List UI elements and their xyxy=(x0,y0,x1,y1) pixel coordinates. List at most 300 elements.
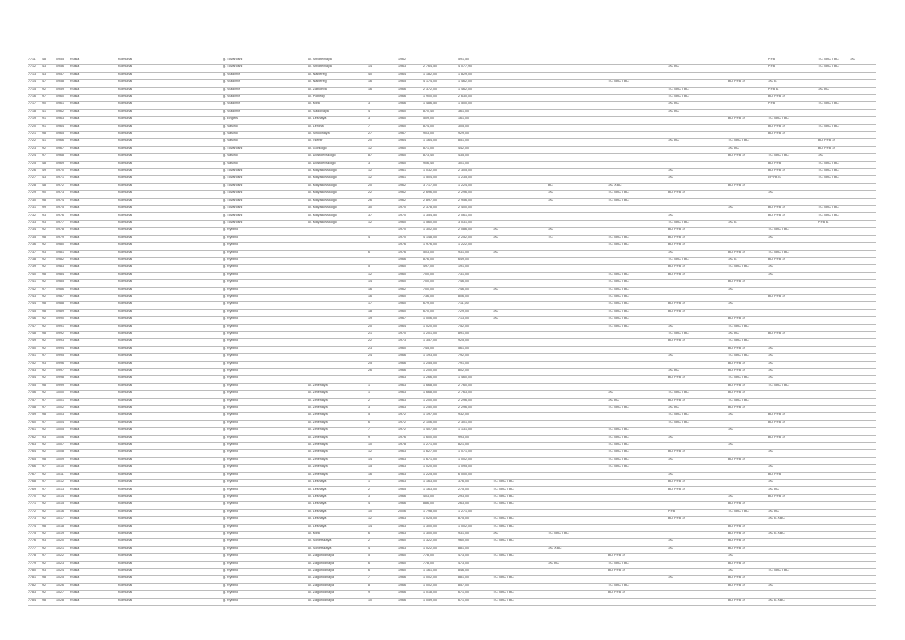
table-cell: 0961 xyxy=(56,102,64,106)
table-cell: 1960 xyxy=(398,265,406,269)
table-cell: 792,00 xyxy=(458,354,469,358)
table-cell: Komunal xyxy=(118,287,133,291)
table-cell: ЭС xyxy=(768,465,774,469)
table-cell: 7724 xyxy=(28,154,36,158)
table-cell: 92 xyxy=(42,561,46,565)
table-cell: ТС ХВС ГВС xyxy=(768,250,789,254)
table-cell: Rusia xyxy=(70,435,80,439)
table-cell: ТС ХВС ГВС xyxy=(818,102,839,106)
table-cell: g. Rybino xyxy=(223,465,239,469)
table-cell: 746,00 xyxy=(458,287,469,291)
table-cell: ЭС xyxy=(668,576,674,580)
table-cell: 0981 xyxy=(56,250,64,254)
table-cell: Komunal xyxy=(118,302,133,306)
table-cell: Komunal xyxy=(118,206,133,210)
table-cell: 4 xyxy=(368,546,370,550)
table-cell: ТС ХВС ГВС xyxy=(608,561,629,565)
table-cell: Rusia xyxy=(70,317,80,321)
table-cell: g. Vasino xyxy=(223,139,238,143)
table-cell: 1 302,00 xyxy=(423,228,437,232)
table-cell: 16 xyxy=(368,80,372,84)
table-cell: 7743 xyxy=(28,294,36,298)
table-cell: ВО РУВ Э xyxy=(608,591,625,595)
table-cell: Komunal xyxy=(118,369,133,373)
table-cell: 1020 xyxy=(56,539,64,543)
table-cell: Komunal xyxy=(118,568,133,572)
table-cell: Rusia xyxy=(70,406,80,410)
table-row xyxy=(28,154,876,161)
table-cell: 7778 xyxy=(28,554,36,558)
table-cell: 4 xyxy=(368,235,370,239)
table-cell: 1 627,00 xyxy=(423,450,437,454)
table-cell: 1961 xyxy=(398,176,406,180)
table-cell: 7761 xyxy=(28,428,36,432)
table-cell: 48 xyxy=(42,58,46,61)
table-cell: ul. Zagorodnaya xyxy=(308,561,334,565)
table-cell: 1963 xyxy=(398,465,406,469)
table-cell: 305,00 xyxy=(458,124,469,128)
table-cell: 7727 xyxy=(28,176,36,180)
table-cell: 1 300,00 xyxy=(423,524,437,528)
table-cell: ВО РУВ Э xyxy=(728,80,745,84)
table-cell: Komunal xyxy=(118,391,133,395)
table-cell: 97 xyxy=(42,95,46,99)
table-cell: Komunal xyxy=(118,169,133,173)
table-cell: g. Rybino xyxy=(223,294,239,298)
table-cell: 1 798,00 xyxy=(423,509,437,513)
table-cell: 2 378,00 xyxy=(423,206,437,210)
table-cell: Komunal xyxy=(118,524,133,528)
table-cell: 7716 xyxy=(28,95,36,99)
table-cell: 92 xyxy=(42,294,46,298)
table-cell: ВО РУВ Э xyxy=(668,398,685,402)
table-cell: Rusia xyxy=(70,383,80,387)
table-cell: 7783 xyxy=(28,591,36,595)
table-row xyxy=(28,258,876,265)
table-cell: ВО РУВ Э xyxy=(728,406,745,410)
table-cell: ТС ХВС ГВС xyxy=(493,487,514,491)
table-row xyxy=(28,384,876,391)
table-cell: 925,00 xyxy=(458,339,469,343)
table-row xyxy=(28,369,876,376)
table-cell: 1005 xyxy=(56,428,64,432)
table-cell: g. Rybino xyxy=(223,265,239,269)
table-cell: 731,00 xyxy=(458,272,469,276)
table-cell: 1963 xyxy=(398,391,406,395)
table-cell: 473,00 xyxy=(458,554,469,558)
table-cell: 92 xyxy=(42,346,46,350)
table-cell: ТС ХВС ГВС xyxy=(608,324,629,328)
table-cell: Rusia xyxy=(70,309,80,313)
table-cell: 1963 xyxy=(398,524,406,528)
table-cell: 7712 xyxy=(28,65,36,69)
table-cell: g. Vladimir xyxy=(223,102,240,106)
table-cell: 1011 xyxy=(56,472,64,476)
table-cell: Komunal xyxy=(118,87,133,91)
table-cell: 0958 xyxy=(56,80,64,84)
table-cell: 561,00 xyxy=(458,346,469,350)
table-cell: g. Rybino xyxy=(223,346,239,350)
table-cell: ВО РУВ Э xyxy=(728,369,745,373)
table-cell: 2 296,00 xyxy=(458,398,472,402)
table-cell: 12 xyxy=(368,517,372,521)
table-cell: 0963 xyxy=(56,117,64,121)
table-cell: 10 xyxy=(368,598,372,602)
table-cell: Rusia xyxy=(70,443,80,447)
table-cell: 7 xyxy=(368,576,370,580)
table-cell: 7718 xyxy=(28,109,36,113)
table-cell: 12 xyxy=(368,146,372,150)
table-row xyxy=(28,436,876,443)
table-cell: Rusia xyxy=(70,183,80,187)
table-cell: 43 xyxy=(42,176,46,180)
table-cell: 1967 xyxy=(398,317,406,321)
table-cell: Rusia xyxy=(70,361,80,365)
table-cell: ul. Mayakovskogo xyxy=(308,183,337,187)
table-row xyxy=(28,354,876,361)
table-cell: ТС ХВС ГВС xyxy=(668,220,689,224)
table-cell: 7766 xyxy=(28,465,36,469)
table-row xyxy=(28,413,876,420)
table-cell: ВО РУВ Э xyxy=(668,480,685,484)
table-cell: 20 xyxy=(368,183,372,187)
table-cell: ЭС xyxy=(493,309,499,313)
table-cell: Rusia xyxy=(70,109,80,113)
table-cell: 960,00 xyxy=(458,539,469,543)
table-cell: 791,00 xyxy=(458,361,469,365)
table-cell: g. Rybino xyxy=(223,287,239,291)
table-cell: 0996 xyxy=(56,361,64,365)
table-cell: 1966 xyxy=(398,583,406,587)
table-cell: ul. Mayakovskogo xyxy=(308,191,337,195)
table-row xyxy=(28,243,876,250)
table-cell: ТС ХВС ГВС xyxy=(818,169,839,173)
table-cell: 92 xyxy=(42,257,46,261)
table-cell: ul. Shkolnaya xyxy=(308,132,330,136)
table-cell: 1970 xyxy=(398,228,406,232)
table-cell: 1 462,00 xyxy=(458,87,472,91)
table-cell: 700,00 xyxy=(423,280,434,284)
table-cell: 1960 xyxy=(398,309,406,313)
table-cell: g. Rybino xyxy=(223,324,239,328)
table-cell: 7737 xyxy=(28,250,36,254)
table-cell: g. Rybino xyxy=(223,561,239,565)
table-cell: 473,00 xyxy=(458,561,469,565)
table-cell: 92 xyxy=(42,369,46,373)
table-row xyxy=(28,428,876,435)
table-cell: ТС ХВС ГВС xyxy=(668,391,689,395)
table-cell: 1 222,00 xyxy=(458,243,472,247)
table-cell: Komunal xyxy=(118,65,133,69)
table-cell: 1 500,00 xyxy=(458,102,472,106)
table-cell: 40 xyxy=(368,72,372,76)
table-cell: g. Tovaroshi xyxy=(223,176,243,180)
table-cell: 1 059,00 xyxy=(423,598,437,602)
table-cell: 891,00 xyxy=(458,332,469,335)
table-row xyxy=(28,562,876,569)
table-cell: Komunal xyxy=(118,257,133,261)
table-cell: Rusia xyxy=(70,457,80,461)
table-cell: ul. Lesnaya xyxy=(308,487,327,491)
table-cell: ЭС ВС xyxy=(668,102,680,106)
table-cell: ul. Mayakovskogo xyxy=(308,213,337,217)
table-row xyxy=(28,502,876,509)
table-cell: g. Vladimir xyxy=(223,72,240,76)
table-cell: 0975 xyxy=(56,206,64,210)
table-cell: Komunal xyxy=(118,598,133,602)
table-cell: ul. Lesnaya xyxy=(308,117,327,121)
table-cell: 97 xyxy=(42,354,46,358)
table-cell: 263,00 xyxy=(458,502,469,506)
table-cell: Rusia xyxy=(70,376,80,380)
table-cell: 92 xyxy=(42,531,46,535)
table-cell: ВО РУВ Э xyxy=(728,183,745,187)
table-cell: ul. Zelenaya xyxy=(308,420,328,424)
table-cell: 1 462,00 xyxy=(458,80,472,84)
table-cell: ВО РУВ Э xyxy=(728,561,745,565)
table-cell: ЭС ВС xyxy=(668,109,680,113)
table-cell: 8 xyxy=(368,583,370,587)
table-cell: 1970 xyxy=(398,235,406,239)
table-cell: Komunal xyxy=(118,191,133,195)
table-cell: ЭС ВС xyxy=(768,487,780,491)
table-cell: 886,00 xyxy=(423,502,434,506)
table-cell: 3 xyxy=(368,117,370,121)
table-cell: ТС ХВС ГВС xyxy=(728,139,749,143)
table-row xyxy=(28,288,876,295)
table-cell: ВО РУВ Э xyxy=(668,302,685,306)
table-row xyxy=(28,206,876,213)
table-cell: g. Rybino xyxy=(223,487,239,491)
table-row xyxy=(28,569,876,576)
table-cell: 3 031,00 xyxy=(458,220,472,224)
table-cell: 7 xyxy=(368,124,370,128)
table-cell: 97 xyxy=(42,487,46,491)
table-cell: Rusia xyxy=(70,102,80,106)
table-cell: Rusia xyxy=(70,546,80,550)
table-cell: 1 900,00 xyxy=(423,95,437,99)
table-cell: 97 xyxy=(42,420,46,424)
table-cell: 1966 xyxy=(398,95,406,99)
table-cell: g. Rybino xyxy=(223,272,239,276)
table-cell: g. Rybino xyxy=(223,243,239,247)
table-cell: Rusia xyxy=(70,517,80,521)
table-cell: 99 xyxy=(42,206,46,210)
table-cell: ul. Zelenaya xyxy=(308,398,328,402)
table-cell: ЭС ХВС xyxy=(608,183,622,187)
table-cell: ЭС xyxy=(768,346,774,350)
table-cell: ТС ХВС ГВС xyxy=(728,398,749,402)
table-row xyxy=(28,184,876,191)
table-cell: ТС ХВС ГВС xyxy=(548,531,569,535)
table-cell: 7757 xyxy=(28,398,36,402)
table-cell: 275,00 xyxy=(458,487,469,491)
table-cell: ТС ХВС ГВС xyxy=(608,272,629,276)
table-cell: 0960 xyxy=(56,95,64,99)
table-row xyxy=(28,280,876,287)
table-cell: ul. Mayakovskogo xyxy=(308,169,337,173)
table-cell: Komunal xyxy=(118,183,133,187)
table-cell: 1 829,00 xyxy=(458,72,472,76)
table-row xyxy=(28,88,876,95)
table-cell: 0970 xyxy=(56,169,64,173)
table-cell: 41 xyxy=(42,139,46,143)
table-cell: 0998 xyxy=(56,376,64,380)
table-cell: ТС ХВС ГВС xyxy=(493,524,514,528)
table-cell: ТС ХВС ГВС xyxy=(818,213,839,217)
table-cell: g. Rybino xyxy=(223,383,239,387)
table-cell: ТС ХВС ГВС xyxy=(608,317,629,321)
table-cell: 7752 xyxy=(28,361,36,365)
table-cell: 1972 xyxy=(398,420,406,424)
table-cell: g. Rybino xyxy=(223,235,239,239)
table-cell: ТС ХВС ГВС xyxy=(608,235,629,239)
table-cell: 1966 xyxy=(398,591,406,595)
table-cell: 98 xyxy=(42,309,46,313)
table-cell: ТС ХВС ГВС xyxy=(493,480,514,484)
table-cell: 1 407,00 xyxy=(423,428,437,432)
table-cell: 1963 xyxy=(398,406,406,410)
table-cell: 1004 xyxy=(56,420,64,424)
table-cell: ТС ХВС ГВС xyxy=(728,339,749,343)
table-cell: 7736 xyxy=(28,243,36,247)
table-cell: Rusia xyxy=(70,169,80,173)
table-cell: ЭС xyxy=(728,443,734,447)
table-cell: g. Rybino xyxy=(223,517,239,521)
table-row xyxy=(28,95,876,102)
table-cell: ЭС xyxy=(493,228,499,232)
table-cell: Rusia xyxy=(70,591,80,595)
table-cell: 7773 xyxy=(28,517,36,521)
table-cell: 7764 xyxy=(28,450,36,454)
table-cell: g. Rybino xyxy=(223,546,239,550)
table-cell: 97 xyxy=(42,287,46,291)
table-cell: ЭС ВС xyxy=(768,509,780,513)
table-cell: 0992 xyxy=(56,332,64,335)
table-cell: Komunal xyxy=(118,58,133,61)
table-cell: 0978 xyxy=(56,228,64,232)
table-cell: 93 xyxy=(42,361,46,365)
table-cell: 7717 xyxy=(28,102,36,106)
table-cell: 0994 xyxy=(56,346,64,350)
table-cell: 7755 xyxy=(28,383,36,387)
table-cell: 1 193,00 xyxy=(423,354,437,358)
table-cell: 1962 xyxy=(398,58,406,61)
table-cell: ЭС xyxy=(548,198,554,202)
table-cell: g. Rybino xyxy=(223,302,239,306)
table-cell: Komunal xyxy=(118,294,133,298)
table-cell: Komunal xyxy=(118,398,133,402)
table-cell: 0959 xyxy=(56,87,64,91)
table-cell: 98 xyxy=(42,598,46,602)
table-cell: 98 xyxy=(42,413,46,417)
table-cell: ВО РУВ Э xyxy=(728,598,745,602)
table-cell: ЭС xyxy=(493,317,499,321)
table-cell: 92 xyxy=(42,509,46,513)
table-cell: ul. Zelenaya xyxy=(308,457,328,461)
table-cell: 92 xyxy=(42,502,46,506)
table-cell: Rusia xyxy=(70,287,80,291)
table-row xyxy=(28,65,876,72)
table-cell: 1972 xyxy=(398,413,406,417)
table-cell: 1 460,00 xyxy=(458,376,472,380)
table-cell: 881,00 xyxy=(458,576,469,580)
table-cell: ul. Mayakovskogo xyxy=(308,220,337,224)
table-row xyxy=(28,450,876,457)
table-cell: ТС ХВС ГВС xyxy=(728,324,749,328)
table-cell: 97 xyxy=(42,465,46,469)
table-row xyxy=(28,132,876,139)
table-cell: ЭС Б xyxy=(728,257,737,261)
table-cell: ЭС xyxy=(668,213,674,217)
table-cell: 1 271,00 xyxy=(458,509,472,513)
table-cell: ВО РУВ Э xyxy=(818,139,835,143)
table-cell: 97 xyxy=(42,554,46,558)
table-cell: 12 xyxy=(368,220,372,224)
table-cell: ul. Zelenaya xyxy=(308,413,328,417)
table-cell: ВО РУВ Э xyxy=(728,539,745,543)
table-cell: 16 xyxy=(368,294,372,298)
table-cell: 806,00 xyxy=(458,294,469,298)
table-cell: Komunal xyxy=(118,146,133,150)
table-cell: Komunal xyxy=(118,132,133,136)
table-cell: Rusia xyxy=(70,398,80,402)
table-cell: 1 224,00 xyxy=(458,183,472,187)
table-cell: Komunal xyxy=(118,317,133,321)
table-cell: 1964 xyxy=(398,72,406,76)
table-cell: Komunal xyxy=(118,554,133,558)
table-cell: 5 xyxy=(368,413,370,417)
table-cell: 906,40 xyxy=(423,161,434,165)
table-cell: ЭС xyxy=(728,413,734,417)
table-cell: ul. Mayakovskogo xyxy=(308,176,337,180)
table-cell: ЭС xyxy=(768,376,774,380)
table-cell: 1966 xyxy=(398,494,406,498)
table-cell: 4 148,00 xyxy=(423,235,437,239)
table-cell: 1 161,00 xyxy=(423,568,437,572)
table-cell: 7775 xyxy=(28,531,36,535)
table-cell: 1 018,00 xyxy=(423,591,437,595)
table-cell: ТС ХВС ГВС xyxy=(728,354,749,358)
table-cell: 1966 xyxy=(398,257,406,261)
table-cell: 7720 xyxy=(28,124,36,128)
table-cell: Rusia xyxy=(70,206,80,210)
table-cell: ЭС xyxy=(818,154,824,158)
table-cell: 1 002,00 xyxy=(423,583,437,587)
table-row xyxy=(28,443,876,450)
table-cell: 1962 xyxy=(398,191,406,195)
table-cell: ВО РУВ Э xyxy=(608,554,625,558)
table-cell: 874,00 xyxy=(423,124,434,128)
table-cell: ВО РУВ Э xyxy=(728,524,745,528)
table-cell: 48 xyxy=(42,183,46,187)
table-cell: Komunal xyxy=(118,139,133,143)
table-cell: ТС ХВС ГВС xyxy=(608,428,629,432)
table-cell: 1960 xyxy=(398,161,406,165)
table-cell: 497,00 xyxy=(423,265,434,269)
table-cell: 92 xyxy=(42,391,46,395)
table-cell: 2 696,00 xyxy=(423,191,437,195)
table-row xyxy=(28,325,876,332)
table-cell: 1976 xyxy=(398,435,406,439)
table-cell: 2 305,00 xyxy=(458,169,472,173)
table-cell: 2 301,00 xyxy=(458,420,472,424)
table-cell: 1960 xyxy=(398,539,406,543)
table-cell: g. Rybino xyxy=(223,420,239,424)
table-cell: Rusia xyxy=(70,428,80,432)
table-cell: 1966 xyxy=(398,354,406,358)
table-cell: 7763 xyxy=(28,443,36,447)
